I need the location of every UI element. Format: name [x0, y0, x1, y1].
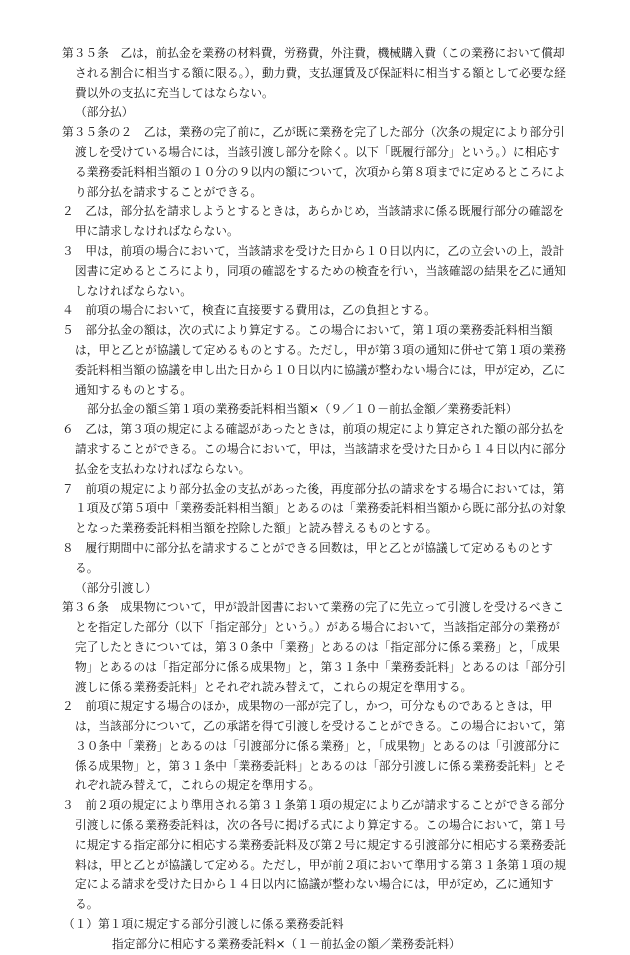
article-35-2-clause-3: ３ 甲は，前項の場合において，当該請求を受けた日から１０日以内に，乙の立会いの上，設計図書に定めるところにより，同項の確認をするための検査を行い，当該確認の結果を乙に通知しなければならない。	[62, 243, 566, 298]
article-35-2-clause-4: ４ 前項の場合において，検査に直接要する費用は，乙の負担とする。	[62, 303, 436, 318]
heading-partial-payment: （部分払）	[75, 105, 134, 120]
article-35-2: 第３５条の２ 乙は，業務の完了前に，乙が既に業務を完了した部分（次条の規定により部分引渡しを受けている場合には，当該引渡し部分を除く。以下「既履行部分」という。）に相応する業務委託料相当額の１０分の９以内の額について，次項から第８項までに定めるところにより部分払を請求することができる。	[62, 125, 566, 199]
designated-part-formula: 指定部分に相応する業務委託料×（１－前払金の額／業務委託料）	[112, 936, 461, 951]
partial-payment-formula: 部分払金の額≦第１項の業務委託料相当額×（９／１０－前払金額／業務委託料）	[87, 402, 518, 417]
article-35-2-clause-2: ２ 乙は，部分払を請求しようとするときは，あらかじめ，当該請求に係る既履行部分の確認を甲に請求しなければならない。	[62, 204, 565, 239]
article-35-2-clause-8: ８ 履行期間中に部分払を請求することができる回数は，甲と乙とが協議して定めるものとする。	[62, 540, 553, 575]
article-36-item-1: （１）第１項に規定する部分引渡しに係る業務委託料	[63, 917, 344, 932]
article-35-2-clause-7: ７ 前項の規定により部分払金の支払があった後，再度部分払の請求をする場合においては，第１項及び第５項中「業務委託料相当額」とあるのは「業務委託料相当額から既に部分払の対象となった業務委託料相当額を控除した額」と読み替えるものとする。	[62, 481, 566, 536]
article-35: 第３５条 乙は，前払金を業務の材料費，労務費，外注費，機械購入費（この業務において償却される割合に相当する額に限る。），動力費，支払運賃及び保証料に相当する額として必要な経費以外の支払に充当してはならない。	[62, 46, 566, 100]
article-35-2-clause-6: ６ 乙は，第３項の規定による確認があったときは，前項の規定により算定された額の部分払を請求することができる。この場合において，甲は，当該請求を受けた日から１４日以内に部分払金を支払わなければならない。	[62, 422, 566, 476]
document-page	[62, 44, 570, 955]
article-35-2-clause-5: ５ 部分払金の額は，次の式により算定する。この場合において，第１項の業務委託料相当額は，甲と乙とが協議して定めるものとする。ただし，甲が第３項の通知に併せて第１項の業務委託料相当額の協議を申し出た日から１０日以内に協議が整わない場合には，甲が定め，乙に通知するものとする。	[62, 323, 566, 397]
article-36: 第３６条 成果物について，甲が設計図書において業務の完了に先立って引渡しを受けるべきことを指定した部分（以下「指定部分」という。）がある場合において，当該指定部分の業務が完了したときについては，第３０条中「業務」とあるのは「指定部分に係る業務」と，「成果物」とあるのは「指定部分に係る成果物」と，第３１条中「業務委託料」とあるのは「部分引渡しに係る業務委託料」とそれぞれ読み替えて，これらの規定を準用する。	[62, 600, 566, 694]
heading-partial-delivery: （部分引渡し）	[75, 580, 157, 595]
article-36-clause-3: ３ 前２項の規定により準用される第３１条第１項の規定により乙が請求することができる部分引渡しに係る業務委託料は，次の各号に掲げる式により算定する。この場合において，第１号に規定する指定部分に相応する業務委託料及び第２号に規定する引渡部分に相応する業務委託料は，甲と乙とが協議して定める。ただし，甲が前２項において準用する第３１条第１項の規定による請求を受けた日から１４日以内に協議が整わない場合には，甲が定め，乙に通知する。	[62, 798, 566, 912]
article-36-clause-2: ２ 前項に規定する場合のほか，成果物の一部が完了し，かつ，可分なものであるときは，甲は，当該部分について，乙の承諾を得て引渡しを受けることができる。この場合において，第３０条中「業務」とあるのは「引渡部分に係る業務」と，「成果物」とあるのは「引渡部分に係る成果物」と，第３１条中「業務委託料」とあるのは「部分引渡しに係る業務委託料」とそれぞれ読み替えて，これらの規定を準用する。	[62, 699, 566, 793]
